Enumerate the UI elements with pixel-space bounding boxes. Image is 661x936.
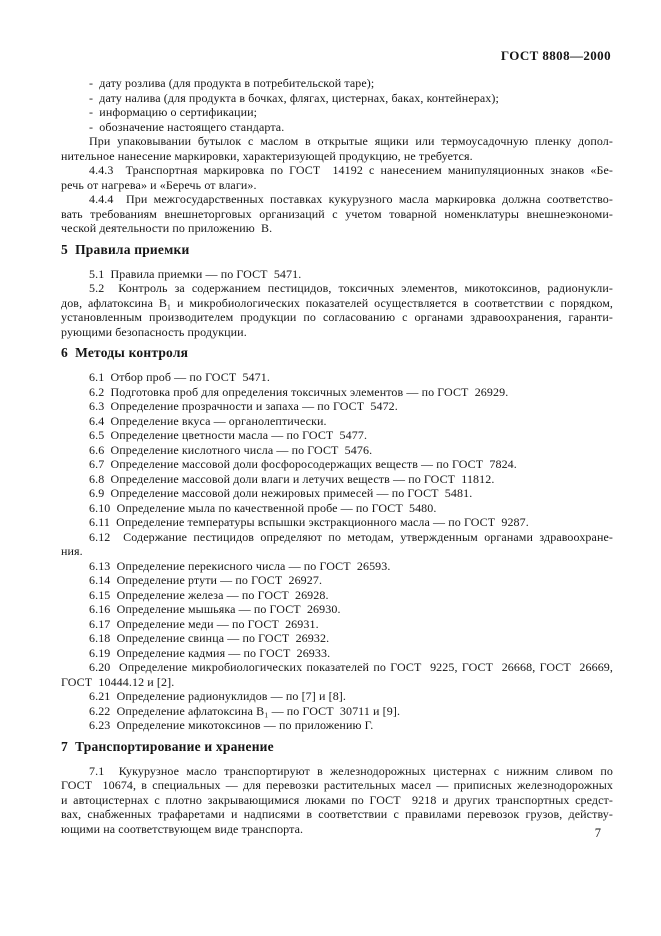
text-line: 6.6 Определение кислотного числа — по ГОСТ 5476. bbox=[89, 442, 373, 457]
text-line: 6.15 Определение железа — по ГОСТ 26928. bbox=[89, 587, 329, 602]
text-line: 5.1 Правила приемки — по ГОСТ 5471. bbox=[89, 266, 302, 281]
text-line: ния. bbox=[61, 544, 83, 558]
section-heading: 5 Правила приемки bbox=[61, 241, 190, 257]
text-line: 6.19 Определение кадмия — по ГОСТ 26933. bbox=[89, 645, 331, 660]
section-heading: 7 Транспортирование и хранение bbox=[61, 738, 274, 754]
section-heading: 6 Методы контроля bbox=[61, 345, 189, 360]
text-line: речь от нагрева» и «Беречь от влаги». bbox=[61, 177, 257, 192]
text-line: 6.22 Определение афлатоксина В₁ — по ГОСТ 30711 и [9]. bbox=[89, 703, 401, 718]
text-line: 4.4.3 Транспортная маркировка по ГОСТ 14192 с нанесением манипуляционных знаков «Бе- bbox=[89, 163, 613, 177]
text-line: 4.4.4 При межгосударственных поставках кукурузного масла маркировка должна соответство- bbox=[89, 192, 613, 206]
text-line: 6.1 Отбор проб — по ГОСТ 5471. bbox=[89, 370, 270, 384]
text-line: 6.21 Определение радионуклидов — по [7] и [8]. bbox=[89, 689, 346, 703]
text-line: 6.2 Подготовка проб для определения токсичных элементов — по ГОСТ 26929. bbox=[89, 384, 509, 399]
text-line: 6.14 Определение ртути — по ГОСТ 26927. bbox=[89, 573, 323, 587]
text-line: - информацию о сертификации; bbox=[89, 105, 258, 119]
text-line: 6.13 Определение перекисного числа — по ГОСТ 26593. bbox=[89, 558, 391, 573]
text-line: 6.18 Определение свинца — по ГОСТ 26932. bbox=[89, 631, 330, 645]
text-line: 6.12 Содержание пестицидов определяют по методам, утвержденным органами здравоохране- bbox=[89, 529, 613, 544]
text-line: 7.1 Кукурузное масло транспортируют в железнодорожных цистернах с нижним сливом по bbox=[89, 763, 613, 778]
text-line: - дату розлива (для продукта в потребительской таре); bbox=[89, 76, 375, 90]
text-line: установленным производителем продукции по согласованию с органами здравоохранения, гаранти- bbox=[61, 310, 613, 324]
text-line: 6.3 Определение прозрачности и запаха — по ГОСТ 5472. bbox=[89, 399, 398, 413]
text-line: нительное нанесение маркировки, характеризующей продукцию, не требуется. bbox=[61, 148, 473, 163]
text-line: дов, афлатоксина В₁ и микробиологических показателей осуществляется в соответствии с порядком, bbox=[61, 295, 613, 310]
page-number: 7 bbox=[594, 826, 601, 840]
text-line: ющими на соответствующем виде транспорта. bbox=[61, 821, 304, 836]
text-line: - обозначение настоящего стандарта. bbox=[89, 119, 285, 134]
text-line: 6.8 Определение массовой доли влаги и летучих веществ — по ГОСТ 11812. bbox=[89, 471, 495, 486]
text-line: - дату налива (для продукта в бочках, флягах, цистернах, баках, контейнерах); bbox=[89, 90, 499, 105]
text-line: При упаковывании бутылок с маслом в открытые ящики или термоусадочную пленку допол- bbox=[89, 134, 613, 148]
text-line: и автоцистернах с плотно закрывающимися люками по ГОСТ 9218 и других транспортных средст- bbox=[61, 792, 613, 807]
text-line: 6.17 Определение меди — по ГОСТ 26931. bbox=[89, 616, 319, 631]
text-line: 6.10 Определение мыла по качественной пробе — по ГОСТ 5480. bbox=[89, 500, 437, 515]
text-line: 6.9 Определение массовой доли нежировых примесей — по ГОСТ 5481. bbox=[89, 486, 473, 500]
text-line: 6.23 Определение микотоксинов — по приложению Г. bbox=[89, 718, 374, 732]
text-line: ГОСТ 10674, в специальных — для перевозки растительных масел — приписных железнодорожных bbox=[61, 778, 613, 792]
text-line: 6.4 Определение вкуса — органолептически. bbox=[89, 413, 327, 428]
document-content bbox=[61, 76, 613, 836]
text-line: вах, снабженных трафаретами и надписями в соответствии с правилами перевозок грузов, действу- bbox=[61, 807, 613, 821]
text-line: вать требованиям внешнеторговых организаций с учетом товарной номенклатуры внешнеэкономи- bbox=[61, 206, 613, 221]
text-line: 6.11 Определение температуры вспышки экстракционного масла — по ГОСТ 9287. bbox=[89, 515, 529, 529]
document-header-standard-number: ГОСТ 8808—2000 bbox=[500, 48, 611, 63]
text-line: 6.5 Определение цветности масла — по ГОСТ 5477. bbox=[89, 428, 368, 442]
text-line: ческой деятельности по приложению В. bbox=[61, 221, 273, 235]
text-line: 6.20 Определение микробиологических показателей по ГОСТ 9225, ГОСТ 26668, ГОСТ 26669, bbox=[89, 660, 613, 674]
text-line: рующими безопасность продукции. bbox=[61, 324, 247, 339]
text-line: 5.2 Контроль за содержанием пестицидов, токсичных элементов, микотоксинов, радионукли- bbox=[89, 281, 613, 295]
text-line: ГОСТ 10444.12 и [2]. bbox=[61, 674, 175, 689]
text-line: 6.16 Определение мышьяка — по ГОСТ 26930. bbox=[89, 602, 341, 616]
text-line: 6.7 Определение массовой доли фосфоросодержащих веществ — по ГОСТ 7824. bbox=[89, 457, 517, 471]
